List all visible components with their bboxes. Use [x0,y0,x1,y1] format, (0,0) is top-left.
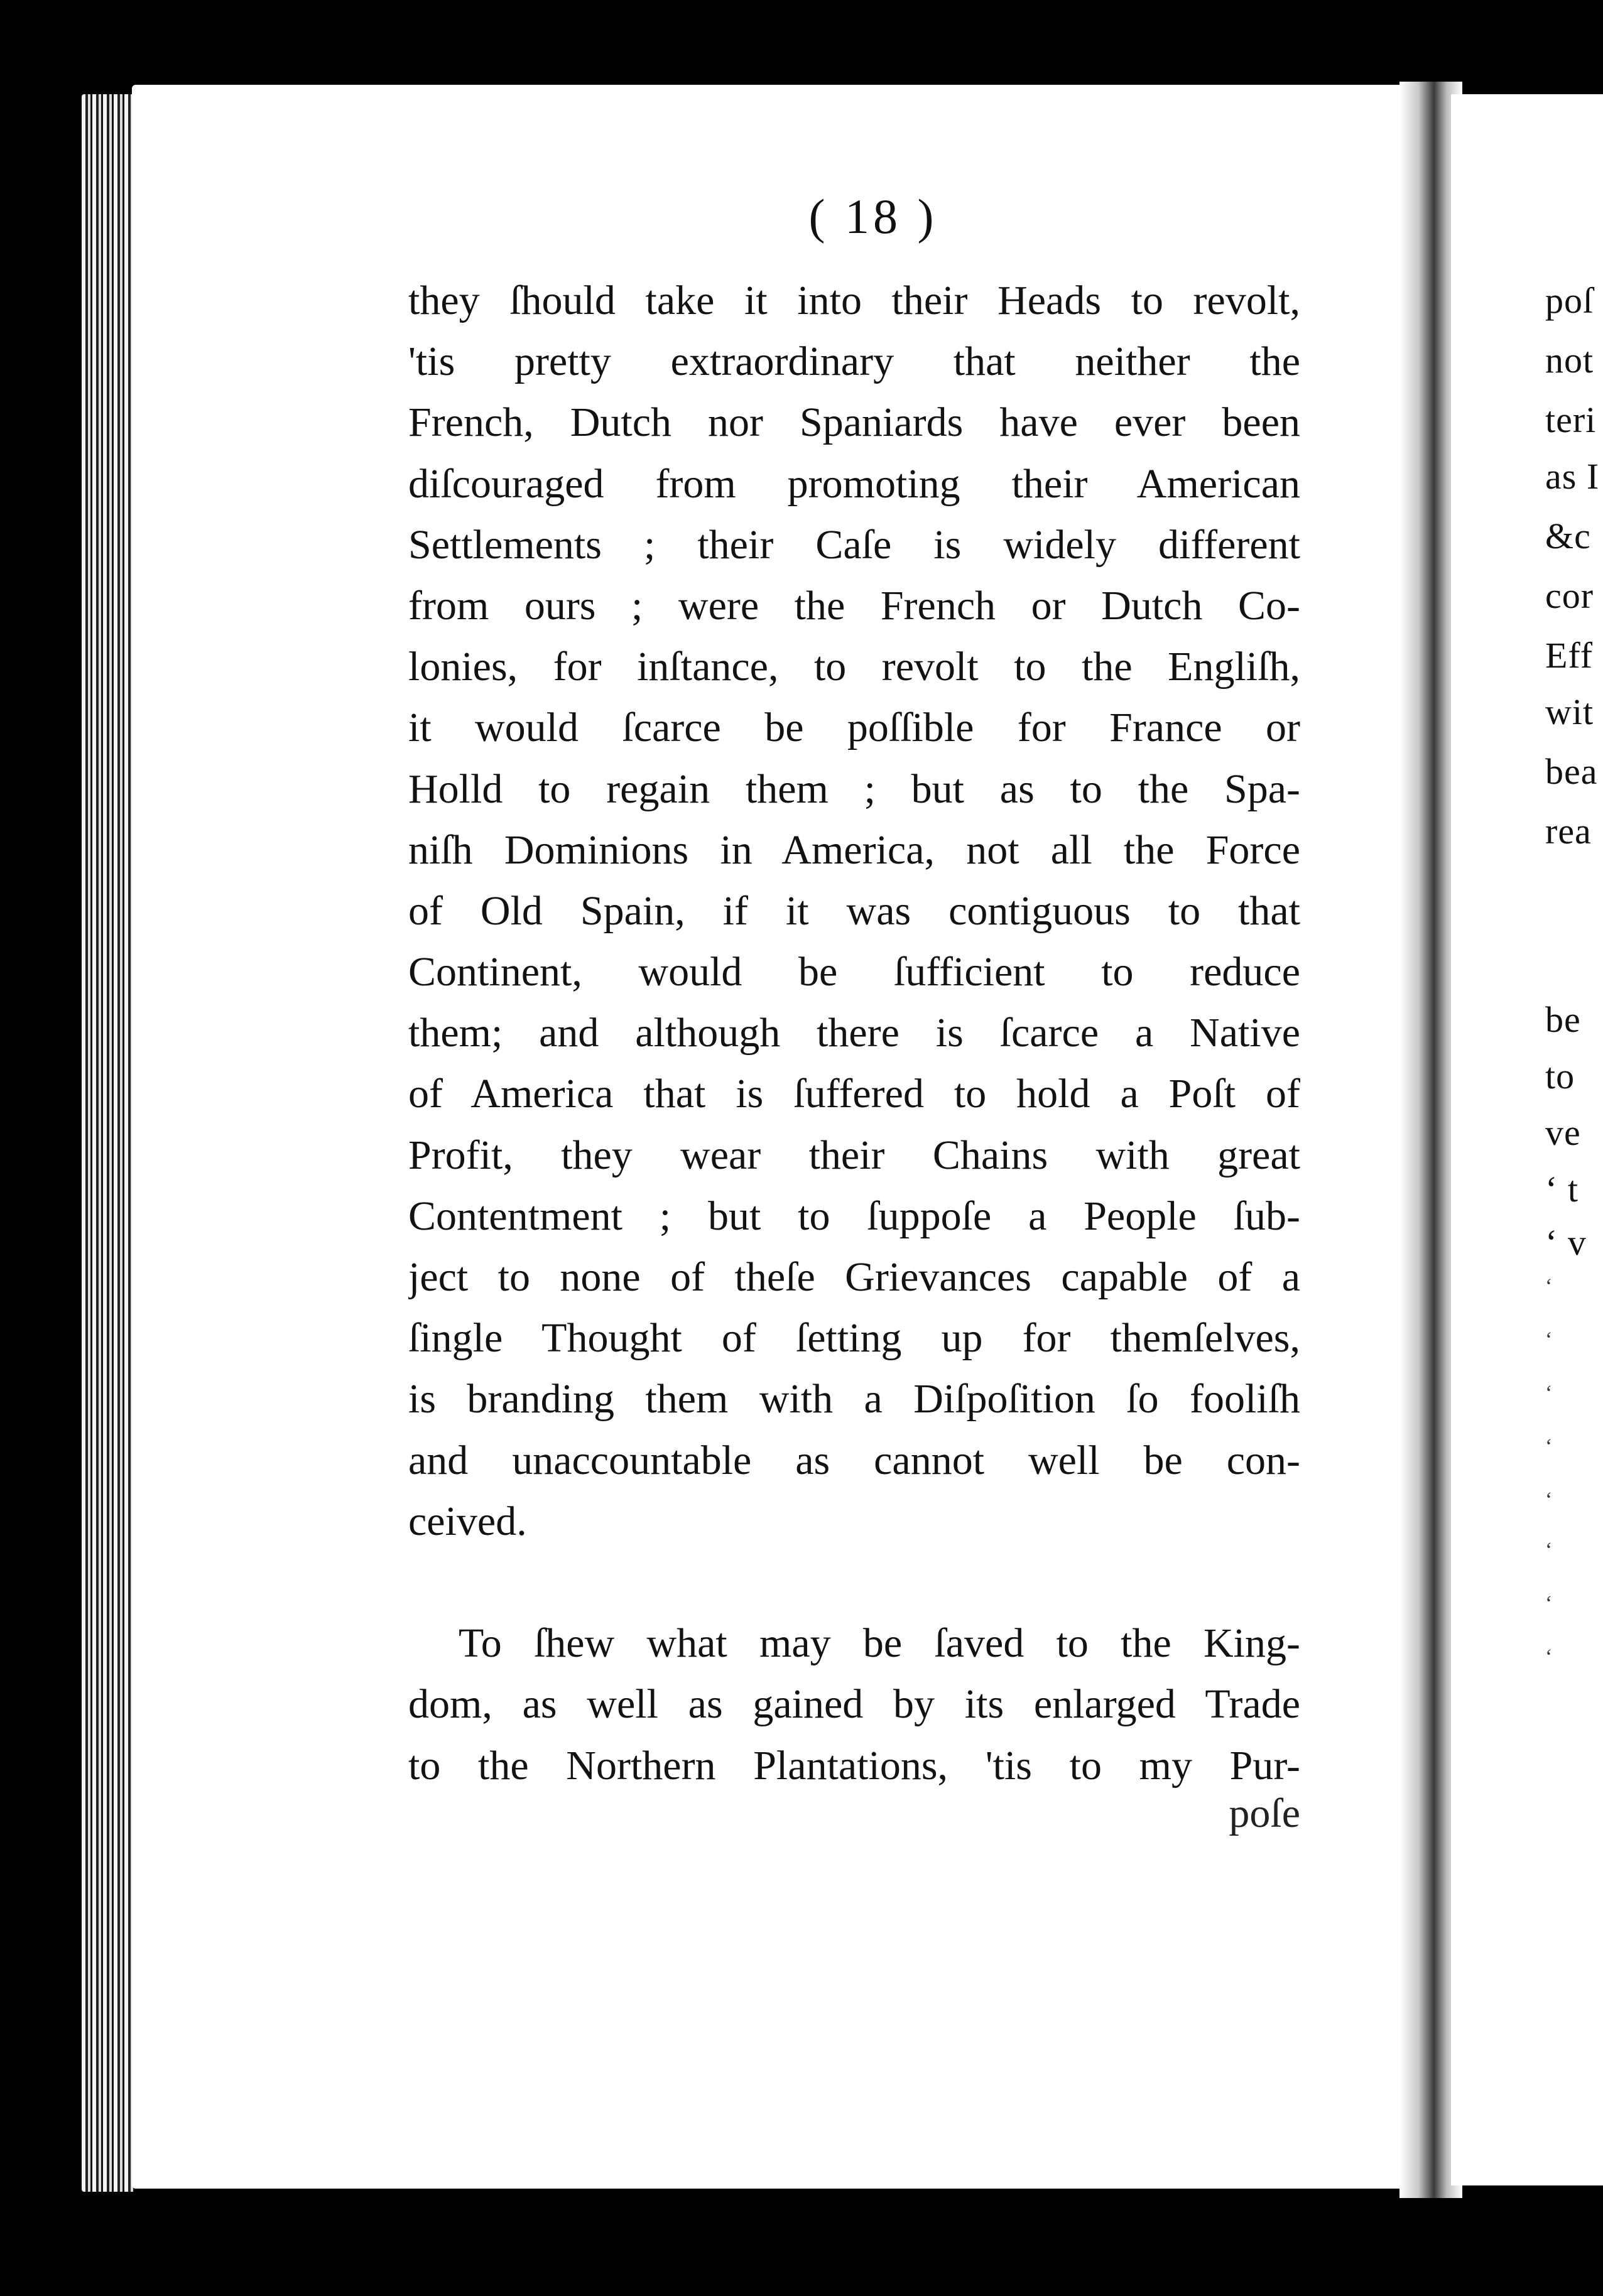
right-page-fragment: ‘ [1545,1539,1553,1562]
right-page-fragment: ‘ [1545,1275,1553,1298]
text-line: niſh Dominions in America, not all the Force [408,826,1300,873]
right-page-fragment: ‘ [1545,1645,1553,1669]
right-page-fragment: ‘ [1545,1328,1553,1351]
right-page-fragment: as I [1545,456,1600,497]
text-line: ject to none of theſe Grievances capable of a [408,1254,1300,1300]
text-line: To ſhew what may be ſaved to the King- [459,1620,1300,1667]
right-page-fragment: ‘ [1545,1435,1553,1458]
text-line: Contentment ; but to ſuppoſe a People ſub- [408,1193,1300,1239]
right-page-fragment: &c [1545,516,1591,556]
right-page-fragment: wit [1545,691,1594,732]
right-page-fragment: be [1545,999,1581,1040]
main-text [408,270,1300,1796]
text-line: Holl⁠d to regain them ; but as to the Spa- [408,766,1300,812]
right-page-fragment: to [1545,1056,1575,1097]
text-line: ſingle Thought of ſetting up for themſelves, [408,1315,1300,1362]
text-line: Profit, they wear their Chains with great [408,1132,1300,1178]
right-page-fragment: Eff [1545,635,1594,676]
right-page-fragment: ‘ v [1545,1222,1587,1263]
text-line: is branding them with a Diſpoſition ſo fooliſh [408,1376,1300,1422]
text-line: to the Northern Plantations, 'tis to my Pur- [408,1742,1300,1789]
paragraph-gap [408,1552,1300,1613]
text-line: French, Dutch nor Spaniards have ever been [408,399,1300,446]
right-page-fragment: poſ [1545,280,1594,321]
text-line: Settlements ; their Caſe is widely different [408,521,1300,568]
text-line: lonies, for inſtance, to revolt to the Engliſh, [408,644,1300,690]
right-page-fragment: ‘ t [1545,1169,1579,1210]
right-page-fragment: ve [1545,1112,1581,1153]
right-page [1451,94,1603,2185]
text-line: Continent, would be ſufficient to reduce [408,949,1300,995]
text-line: they ſhould take it into their Heads to revolt, [408,278,1300,323]
right-page-fragment: ‘ [1545,1488,1553,1512]
right-page-fragment: bea [1545,751,1598,792]
text-line: ceived. [408,1498,527,1544]
text-line: of America that is ſuffered to hold a Poſt of [408,1071,1300,1117]
right-page-fragment: ‘ [1545,1592,1553,1615]
right-page-fragment: not [1545,340,1594,381]
text-line: 'tis pretty extraordinary that neither the [408,338,1300,385]
text-line: and unaccountable as cannot well be con- [408,1437,1300,1483]
text-line: it would ſcarce be poſſible for France or [408,705,1300,751]
text-line: dom, as well as gained by its enlarged Trade [408,1681,1300,1728]
right-page-fragment: ‘ [1545,1382,1553,1405]
page-number: ( 18 ) [808,189,938,244]
text-line: from ours ; were the French or Dutch Co- [408,582,1300,629]
page-stack-edges [82,94,135,2192]
right-page-fragment: cor [1545,575,1594,616]
catchword: poſe [1229,1790,1300,1836]
text-line: of Old Spain, if it was contiguous to that [408,887,1300,934]
text-line: diſcouraged from promoting their American [408,460,1300,507]
right-page-fragment: rea [1545,811,1592,852]
right-page-fragment: teri [1545,399,1597,440]
text-line: them; and although there is ſcarce a Native [408,1010,1300,1056]
